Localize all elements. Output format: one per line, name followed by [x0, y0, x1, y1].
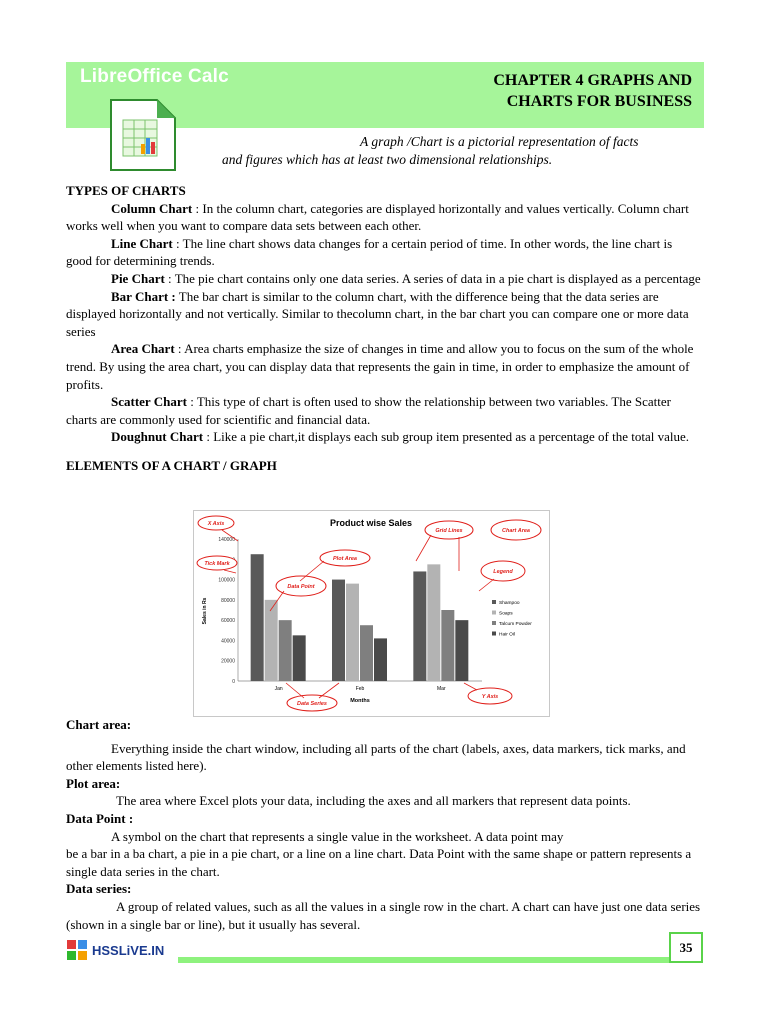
- callout-label: X Axis: [207, 521, 225, 527]
- legend-swatch: [492, 632, 496, 636]
- callout-arrow: [286, 683, 304, 698]
- callout-label: Chart Area: [502, 528, 530, 534]
- legend-swatch: [492, 611, 496, 615]
- bar: [265, 600, 278, 681]
- y-tick-label: 80000: [221, 597, 235, 604]
- callout-arrow: [464, 683, 477, 690]
- x-tick-label: Jan: [274, 686, 283, 692]
- callout-label: Tick Mark: [204, 561, 230, 567]
- intro-line1: A graph /Chart is a pictorial representation of facts: [360, 134, 639, 149]
- def-term-data-point: Data Point :: [66, 810, 134, 826]
- callout-label: Grid Lines: [435, 528, 463, 534]
- callout-arrow: [416, 535, 431, 561]
- bar: [374, 638, 387, 681]
- callout-label: Data Point: [287, 584, 315, 590]
- bar: [293, 635, 306, 681]
- legend-label: Hair Oil: [499, 632, 515, 638]
- chart-svg: [194, 511, 549, 716]
- definitions-section: [66, 716, 701, 933]
- bar: [441, 610, 454, 681]
- elements-title: ELEMENTS OF A CHART / GRAPH: [66, 457, 277, 473]
- callout-label: Data Series: [297, 701, 327, 707]
- legend-label: Shampoo: [499, 601, 520, 606]
- y-tick-label: 60000: [221, 618, 235, 625]
- bar: [332, 580, 345, 681]
- def-term-data-series: Data series:: [66, 881, 132, 897]
- y-tick-label: 100000: [218, 577, 235, 584]
- legend-swatch: [492, 600, 496, 604]
- types-section: [66, 182, 701, 475]
- hsslive-logo-icon: [66, 939, 88, 961]
- bar: [346, 584, 359, 681]
- brand-title: LibreOffice Calc: [80, 66, 229, 87]
- def-text-plot-area: The area where Excel plots your data, including the axes and all markers that represent data points.: [116, 793, 631, 809]
- def-text-chart-area: Everything inside the chart window, including all parts of the chart (labels, axes, data markers, tick marks, and other elements listed here).: [66, 740, 686, 774]
- type-item-line: Line Chart : The line chart shows data changes for a certain period of time. In other words, the line chart is good for determining trends.: [66, 235, 673, 269]
- type-item-doughnut: Doughnut Chart : Like a pie chart,it displays each sub group item presented as a percentage of the total value.: [111, 429, 689, 445]
- callout-arrow: [224, 570, 236, 573]
- x-tick-label: Mar: [437, 686, 446, 692]
- legend-label: Talcum Powder: [499, 622, 532, 627]
- footer-site: HSSLiVE.IN: [92, 942, 165, 958]
- chapter-title: [493, 70, 692, 112]
- bar: [455, 620, 468, 681]
- def-term-plot-area: Plot area:: [66, 775, 121, 791]
- def-term-chart-area: Chart area:: [66, 717, 132, 732]
- types-title: TYPES OF CHARTS: [66, 183, 186, 198]
- type-item-scatter: Scatter Chart : This type of chart is often used to show the relationship between two variables. The Scatter charts are commonly used for scientific and financial data.: [66, 394, 671, 427]
- bar: [413, 571, 426, 681]
- bar: [360, 625, 373, 681]
- legend-label: Soaps: [499, 611, 513, 617]
- callout-label: Y Axis: [481, 694, 499, 700]
- def-text-data-series: A group of related values, such as all the values in a single row in the chart. A chart can have just one data series (shown in a single bar or line), but it usually has several.: [66, 898, 701, 932]
- callout-label: Legend: [493, 569, 513, 575]
- bar: [427, 564, 440, 681]
- y-tick-label: 20000: [221, 658, 235, 665]
- libreoffice-calc-logo-icon: [107, 98, 179, 172]
- legend-swatch: [492, 621, 496, 625]
- x-axis-title: Months: [350, 698, 370, 704]
- callout-label: Plot Area: [333, 556, 357, 562]
- y-axis-title: Sales in Rs: [202, 597, 208, 625]
- y-tick-label: 0: [232, 679, 235, 685]
- x-tick-label: Feb: [355, 686, 365, 692]
- chart-title: Product wise Sales: [329, 518, 413, 528]
- def-text-data-point: A symbol on the chart that represents a single value in the worksheet. A data point may: [111, 828, 564, 844]
- footer-logo: [66, 938, 164, 962]
- type-item-bar: Bar Chart : The bar chart is similar to the column chart, with the difference being that the data series are displayed horizontally and not vertically. Similar to thecolumn chart, in the bar chart you can compare one or more data series: [66, 288, 689, 339]
- callout-arrow: [319, 683, 339, 698]
- page-number: 35: [669, 932, 703, 963]
- def-text-data-point-cont: be a bar in a ba chart, a pie in a pie chart, or a line on a line chart. Data Point with the same shape or pattern represents a single data series in the chart.: [66, 846, 692, 879]
- y-tick-label: 40000: [221, 638, 235, 645]
- type-item-column: Column Chart : In the column chart, categories are displayed horizontally and values vertically. Column chart works well when you want to compare data sets between each other.: [66, 200, 689, 234]
- footer-rule: [178, 957, 670, 963]
- callout-arrow: [479, 579, 494, 591]
- bar: [279, 620, 292, 681]
- chart-figure: [193, 510, 550, 717]
- type-item-pie: Pie Chart : The pie chart contains only one data series. A series of data in a pie chart is displayed as a percentage: [111, 270, 701, 286]
- intro-line2: and figures which has at least two dimensional relationships.: [222, 152, 553, 167]
- chapter-title-line1: CHAPTER 4 GRAPHS AND: [493, 72, 692, 89]
- bar: [251, 554, 264, 681]
- type-item-area: Area Chart : Area charts emphasize the size of changes in time and allow you to focus on the sum of the whole trend. By using the area chart, you can display data that represents the gain in time, in order to emphasize the amount of profits.: [66, 341, 694, 392]
- y-tick-label: 140000: [218, 537, 235, 543]
- chapter-title-line2: CHARTS FOR BUSINESS: [506, 93, 692, 110]
